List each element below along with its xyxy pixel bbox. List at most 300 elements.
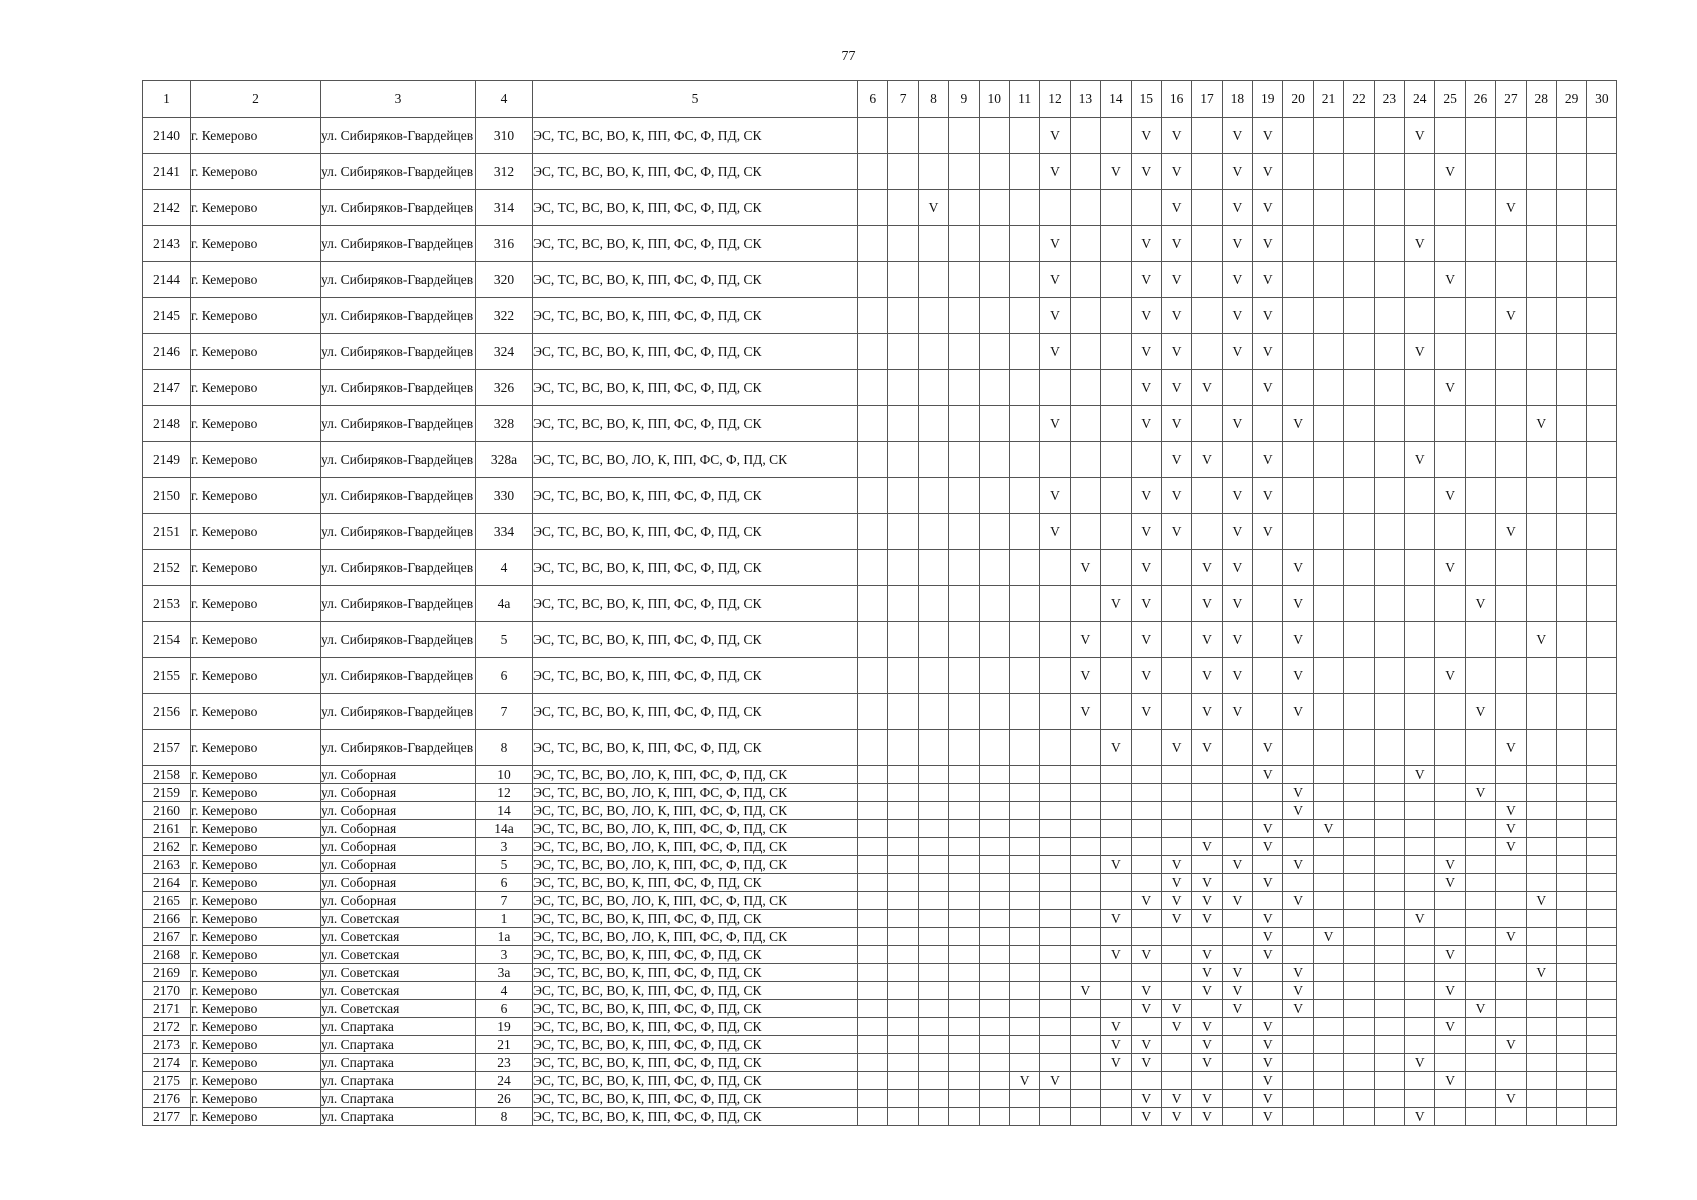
- empty-cell: [1009, 478, 1039, 514]
- street-cell: ул. Сибиряков-Гвардейцев: [321, 334, 476, 370]
- city-cell: г. Кемерово: [191, 622, 321, 658]
- empty-cell: [1313, 964, 1343, 982]
- codes-cell: ЭС, ТС, ВС, ВО, К, ПП, ФС, Ф, ПД, СК: [533, 946, 858, 964]
- empty-cell: [1587, 442, 1617, 478]
- empty-cell: [888, 1054, 918, 1072]
- street-cell: ул. Сибиряков-Гвардейцев: [321, 550, 476, 586]
- street-cell: ул. Сибиряков-Гвардейцев: [321, 514, 476, 550]
- check-mark-cell: V: [1496, 1090, 1526, 1108]
- empty-cell: [1009, 1000, 1039, 1018]
- row-number-cell: 2172: [143, 1018, 191, 1036]
- row-number-cell: 2142: [143, 190, 191, 226]
- city-cell: г. Кемерово: [191, 766, 321, 784]
- empty-cell: [918, 442, 948, 478]
- empty-cell: [1161, 694, 1191, 730]
- empty-cell: [1040, 784, 1070, 802]
- empty-cell: [888, 856, 918, 874]
- empty-cell: [1313, 946, 1343, 964]
- empty-cell: [979, 730, 1009, 766]
- empty-cell: [1587, 658, 1617, 694]
- street-cell: ул. Сибиряков-Гвардейцев: [321, 190, 476, 226]
- empty-cell: [1009, 586, 1039, 622]
- empty-cell: [1313, 1000, 1343, 1018]
- empty-cell: [1405, 802, 1435, 820]
- row-number-cell: 2155: [143, 658, 191, 694]
- table-row: [143, 226, 1617, 262]
- empty-cell: [1435, 838, 1465, 856]
- empty-cell: [1101, 118, 1131, 154]
- codes-cell: ЭС, ТС, ВС, ВО, ЛО, К, ПП, ФС, Ф, ПД, СК: [533, 784, 858, 802]
- column-header-15: 15: [1131, 81, 1161, 118]
- empty-cell: [1070, 334, 1100, 370]
- empty-cell: [1101, 928, 1131, 946]
- empty-cell: [1131, 910, 1161, 928]
- row-number-cell: 2151: [143, 514, 191, 550]
- check-mark-cell: V: [1161, 1090, 1191, 1108]
- empty-cell: [1374, 550, 1404, 586]
- check-mark-cell: V: [1131, 370, 1161, 406]
- check-mark-cell: V: [1496, 838, 1526, 856]
- empty-cell: [1040, 820, 1070, 838]
- codes-cell: ЭС, ТС, ВС, ВО, К, ПП, ФС, Ф, ПД, СК: [533, 190, 858, 226]
- row-number-cell: 2159: [143, 784, 191, 802]
- empty-cell: [1587, 478, 1617, 514]
- check-mark-cell: V: [1131, 1054, 1161, 1072]
- column-header-5: 5: [533, 81, 858, 118]
- city-cell: г. Кемерово: [191, 1072, 321, 1090]
- empty-cell: [979, 1036, 1009, 1054]
- empty-cell: [1374, 622, 1404, 658]
- check-mark-cell: V: [1192, 730, 1222, 766]
- street-cell: ул. Сибиряков-Гвардейцев: [321, 262, 476, 298]
- codes-cell: ЭС, ТС, ВС, ВО, К, ПП, ФС, Ф, ПД, СК: [533, 1108, 858, 1126]
- check-mark-cell: V: [1283, 406, 1313, 442]
- check-mark-cell: V: [1040, 118, 1070, 154]
- empty-cell: [1192, 856, 1222, 874]
- empty-cell: [1526, 226, 1556, 262]
- check-mark-cell: V: [1283, 856, 1313, 874]
- empty-cell: [858, 190, 888, 226]
- check-mark-cell: V: [1253, 334, 1283, 370]
- codes-cell: ЭС, ТС, ВС, ВО, ЛО, К, ПП, ФС, Ф, ПД, СК: [533, 928, 858, 946]
- check-mark-cell: V: [1222, 694, 1252, 730]
- empty-cell: [1222, 802, 1252, 820]
- empty-cell: [888, 1108, 918, 1126]
- table-row: [143, 694, 1617, 730]
- row-number-cell: 2170: [143, 982, 191, 1000]
- empty-cell: [1556, 874, 1586, 892]
- check-mark-cell: V: [1040, 478, 1070, 514]
- empty-cell: [1344, 766, 1374, 784]
- empty-cell: [1313, 586, 1343, 622]
- empty-cell: [858, 478, 888, 514]
- empty-cell: [949, 820, 979, 838]
- check-mark-cell: V: [1253, 514, 1283, 550]
- check-mark-cell: V: [1222, 550, 1252, 586]
- check-mark-cell: V: [1192, 1036, 1222, 1054]
- empty-cell: [1040, 190, 1070, 226]
- empty-cell: [1313, 982, 1343, 1000]
- house-number-cell: 26: [476, 1090, 533, 1108]
- empty-cell: [1070, 1072, 1100, 1090]
- empty-cell: [1131, 964, 1161, 982]
- empty-cell: [1587, 874, 1617, 892]
- empty-cell: [1009, 118, 1039, 154]
- house-number-cell: 7: [476, 892, 533, 910]
- empty-cell: [1496, 766, 1526, 784]
- codes-cell: ЭС, ТС, ВС, ВО, К, ПП, ФС, Ф, ПД, СК: [533, 226, 858, 262]
- empty-cell: [1374, 964, 1404, 982]
- street-cell: ул. Советская: [321, 928, 476, 946]
- empty-cell: [1070, 586, 1100, 622]
- city-cell: г. Кемерово: [191, 334, 321, 370]
- empty-cell: [1496, 694, 1526, 730]
- empty-cell: [1344, 334, 1374, 370]
- house-number-cell: 1: [476, 910, 533, 928]
- empty-cell: [1009, 190, 1039, 226]
- empty-cell: [1374, 802, 1404, 820]
- empty-cell: [1344, 658, 1374, 694]
- empty-cell: [1526, 910, 1556, 928]
- empty-cell: [1283, 1036, 1313, 1054]
- empty-cell: [1070, 118, 1100, 154]
- check-mark-cell: V: [1435, 370, 1465, 406]
- check-mark-cell: V: [1161, 154, 1191, 190]
- check-mark-cell: V: [1222, 514, 1252, 550]
- city-cell: г. Кемерово: [191, 658, 321, 694]
- empty-cell: [1465, 928, 1495, 946]
- empty-cell: [1313, 1018, 1343, 1036]
- empty-cell: [1070, 1090, 1100, 1108]
- empty-cell: [1405, 694, 1435, 730]
- empty-cell: [918, 856, 948, 874]
- check-mark-cell: V: [1283, 586, 1313, 622]
- empty-cell: [1101, 622, 1131, 658]
- empty-cell: [1070, 820, 1100, 838]
- empty-cell: [1101, 802, 1131, 820]
- empty-cell: [1496, 118, 1526, 154]
- empty-cell: [979, 766, 1009, 784]
- empty-cell: [1101, 190, 1131, 226]
- empty-cell: [888, 694, 918, 730]
- column-header-14: 14: [1101, 81, 1131, 118]
- empty-cell: [1587, 550, 1617, 586]
- empty-cell: [1526, 514, 1556, 550]
- empty-cell: [858, 802, 888, 820]
- empty-cell: [1587, 856, 1617, 874]
- check-mark-cell: V: [1253, 118, 1283, 154]
- check-mark-cell: V: [1222, 262, 1252, 298]
- street-cell: ул. Советская: [321, 1000, 476, 1018]
- check-mark-cell: V: [1253, 910, 1283, 928]
- empty-cell: [1101, 262, 1131, 298]
- table-row: [143, 118, 1617, 154]
- empty-cell: [1344, 1072, 1374, 1090]
- city-cell: г. Кемерово: [191, 370, 321, 406]
- empty-cell: [1465, 964, 1495, 982]
- empty-cell: [858, 1108, 888, 1126]
- table-row: [143, 946, 1617, 964]
- check-mark-cell: V: [1283, 622, 1313, 658]
- empty-cell: [858, 784, 888, 802]
- empty-cell: [1556, 622, 1586, 658]
- empty-cell: [1556, 1000, 1586, 1018]
- empty-cell: [949, 442, 979, 478]
- check-mark-cell: V: [1070, 622, 1100, 658]
- empty-cell: [1009, 784, 1039, 802]
- empty-cell: [1192, 478, 1222, 514]
- check-mark-cell: V: [1253, 442, 1283, 478]
- empty-cell: [918, 1090, 948, 1108]
- check-mark-cell: V: [1222, 298, 1252, 334]
- check-mark-cell: V: [1161, 856, 1191, 874]
- street-cell: ул. Сибиряков-Гвардейцев: [321, 154, 476, 190]
- check-mark-cell: V: [1131, 334, 1161, 370]
- empty-cell: [1435, 766, 1465, 784]
- empty-cell: [1070, 766, 1100, 784]
- codes-cell: ЭС, ТС, ВС, ВО, К, ПП, ФС, Ф, ПД, СК: [533, 982, 858, 1000]
- table-row: [143, 514, 1617, 550]
- check-mark-cell: V: [1496, 514, 1526, 550]
- street-cell: ул. Сибиряков-Гвардейцев: [321, 226, 476, 262]
- empty-cell: [1374, 1036, 1404, 1054]
- table-row: [143, 622, 1617, 658]
- empty-cell: [1374, 820, 1404, 838]
- empty-cell: [918, 226, 948, 262]
- row-number-cell: 2143: [143, 226, 191, 262]
- empty-cell: [918, 928, 948, 946]
- codes-cell: ЭС, ТС, ВС, ВО, К, ПП, ФС, Ф, ПД, СК: [533, 586, 858, 622]
- table-row: [143, 406, 1617, 442]
- empty-cell: [979, 226, 1009, 262]
- empty-cell: [1161, 802, 1191, 820]
- empty-cell: [1556, 334, 1586, 370]
- check-mark-cell: V: [1253, 874, 1283, 892]
- empty-cell: [1313, 1108, 1343, 1126]
- empty-cell: [1313, 226, 1343, 262]
- check-mark-cell: V: [1131, 406, 1161, 442]
- empty-cell: [1374, 1108, 1404, 1126]
- empty-cell: [1556, 262, 1586, 298]
- city-cell: г. Кемерово: [191, 910, 321, 928]
- empty-cell: [1222, 928, 1252, 946]
- table-row: [143, 1090, 1617, 1108]
- empty-cell: [1405, 820, 1435, 838]
- empty-cell: [1040, 1108, 1070, 1126]
- table-row: [143, 982, 1617, 1000]
- empty-cell: [1070, 856, 1100, 874]
- codes-cell: ЭС, ТС, ВС, ВО, ЛО, К, ПП, ФС, Ф, ПД, СК: [533, 892, 858, 910]
- check-mark-cell: V: [1192, 1108, 1222, 1126]
- check-mark-cell: V: [1192, 694, 1222, 730]
- empty-cell: [949, 1108, 979, 1126]
- empty-cell: [1313, 784, 1343, 802]
- empty-cell: [1192, 514, 1222, 550]
- empty-cell: [1070, 1108, 1100, 1126]
- empty-cell: [1040, 856, 1070, 874]
- empty-cell: [979, 658, 1009, 694]
- empty-cell: [1374, 658, 1404, 694]
- empty-cell: [1556, 586, 1586, 622]
- empty-cell: [979, 802, 1009, 820]
- street-cell: ул. Соборная: [321, 892, 476, 910]
- column-header-26: 26: [1465, 81, 1495, 118]
- empty-cell: [1009, 820, 1039, 838]
- empty-cell: [1374, 784, 1404, 802]
- city-cell: г. Кемерово: [191, 928, 321, 946]
- check-mark-cell: V: [1465, 586, 1495, 622]
- empty-cell: [1070, 1036, 1100, 1054]
- empty-cell: [1283, 730, 1313, 766]
- empty-cell: [1344, 1108, 1374, 1126]
- house-number-cell: 4: [476, 982, 533, 1000]
- empty-cell: [1556, 766, 1586, 784]
- empty-cell: [888, 550, 918, 586]
- empty-cell: [1344, 1000, 1374, 1018]
- empty-cell: [1587, 586, 1617, 622]
- empty-cell: [1070, 1000, 1100, 1018]
- empty-cell: [858, 892, 888, 910]
- empty-cell: [949, 1036, 979, 1054]
- empty-cell: [1587, 802, 1617, 820]
- empty-cell: [1556, 892, 1586, 910]
- empty-cell: [1587, 946, 1617, 964]
- house-number-cell: 328а: [476, 442, 533, 478]
- check-mark-cell: V: [1009, 1072, 1039, 1090]
- empty-cell: [918, 694, 948, 730]
- empty-cell: [1131, 1072, 1161, 1090]
- empty-cell: [1587, 154, 1617, 190]
- check-mark-cell: V: [1101, 1054, 1131, 1072]
- empty-cell: [949, 892, 979, 910]
- street-cell: ул. Советская: [321, 964, 476, 982]
- empty-cell: [918, 406, 948, 442]
- empty-cell: [1587, 334, 1617, 370]
- street-cell: ул. Сибиряков-Гвардейцев: [321, 118, 476, 154]
- empty-cell: [1222, 874, 1252, 892]
- check-mark-cell: V: [1253, 1108, 1283, 1126]
- empty-cell: [888, 730, 918, 766]
- empty-cell: [858, 982, 888, 1000]
- empty-cell: [888, 118, 918, 154]
- empty-cell: [979, 1054, 1009, 1072]
- check-mark-cell: V: [1253, 1072, 1283, 1090]
- empty-cell: [949, 946, 979, 964]
- check-mark-cell: V: [1040, 226, 1070, 262]
- empty-cell: [1131, 874, 1161, 892]
- column-header-18: 18: [1222, 81, 1252, 118]
- empty-cell: [858, 154, 888, 190]
- empty-cell: [1496, 1072, 1526, 1090]
- empty-cell: [1283, 154, 1313, 190]
- codes-cell: ЭС, ТС, ВС, ВО, К, ПП, ФС, Ф, ПД, СК: [533, 730, 858, 766]
- check-mark-cell: V: [1222, 982, 1252, 1000]
- empty-cell: [1192, 298, 1222, 334]
- empty-cell: [1253, 802, 1283, 820]
- empty-cell: [1222, 1018, 1252, 1036]
- empty-cell: [1344, 514, 1374, 550]
- empty-cell: [1344, 838, 1374, 856]
- empty-cell: [1526, 586, 1556, 622]
- empty-cell: [1465, 874, 1495, 892]
- street-cell: ул. Спартака: [321, 1108, 476, 1126]
- empty-cell: [918, 154, 948, 190]
- city-cell: г. Кемерово: [191, 964, 321, 982]
- empty-cell: [1161, 964, 1191, 982]
- empty-cell: [1344, 694, 1374, 730]
- empty-cell: [1040, 586, 1070, 622]
- empty-cell: [979, 1108, 1009, 1126]
- check-mark-cell: V: [1405, 334, 1435, 370]
- check-mark-cell: V: [1192, 1090, 1222, 1108]
- empty-cell: [979, 406, 1009, 442]
- empty-cell: [858, 586, 888, 622]
- empty-cell: [949, 1072, 979, 1090]
- empty-cell: [979, 1018, 1009, 1036]
- empty-cell: [1496, 622, 1526, 658]
- empty-cell: [1283, 1072, 1313, 1090]
- empty-cell: [979, 820, 1009, 838]
- table-row: [143, 190, 1617, 226]
- check-mark-cell: V: [1161, 262, 1191, 298]
- empty-cell: [1556, 928, 1586, 946]
- empty-cell: [1526, 154, 1556, 190]
- empty-cell: [858, 334, 888, 370]
- street-cell: ул. Сибиряков-Гвардейцев: [321, 586, 476, 622]
- empty-cell: [1040, 838, 1070, 856]
- empty-cell: [1313, 118, 1343, 154]
- empty-cell: [949, 730, 979, 766]
- city-cell: г. Кемерово: [191, 946, 321, 964]
- city-cell: г. Кемерово: [191, 874, 321, 892]
- row-number-cell: 2164: [143, 874, 191, 892]
- empty-cell: [1526, 190, 1556, 226]
- empty-cell: [1496, 946, 1526, 964]
- codes-cell: ЭС, ТС, ВС, ВО, К, ПП, ФС, Ф, ПД, СК: [533, 658, 858, 694]
- check-mark-cell: V: [1070, 694, 1100, 730]
- empty-cell: [918, 1000, 948, 1018]
- row-number-cell: 2168: [143, 946, 191, 964]
- empty-cell: [979, 1072, 1009, 1090]
- check-mark-cell: V: [1101, 730, 1131, 766]
- empty-cell: [1405, 514, 1435, 550]
- empty-cell: [1009, 514, 1039, 550]
- empty-cell: [1465, 190, 1495, 226]
- check-mark-cell: V: [1465, 784, 1495, 802]
- house-number-cell: 3: [476, 838, 533, 856]
- city-cell: г. Кемерово: [191, 586, 321, 622]
- check-mark-cell: V: [1040, 1072, 1070, 1090]
- check-mark-cell: V: [1131, 118, 1161, 154]
- empty-cell: [1526, 766, 1556, 784]
- empty-cell: [1222, 838, 1252, 856]
- check-mark-cell: V: [1040, 154, 1070, 190]
- empty-cell: [1344, 820, 1374, 838]
- empty-cell: [1526, 478, 1556, 514]
- empty-cell: [1405, 1036, 1435, 1054]
- empty-cell: [979, 334, 1009, 370]
- empty-cell: [1465, 910, 1495, 928]
- table-row: [143, 1072, 1617, 1090]
- empty-cell: [1435, 586, 1465, 622]
- empty-cell: [1101, 406, 1131, 442]
- codes-cell: ЭС, ТС, ВС, ВО, К, ПП, ФС, Ф, ПД, СК: [533, 874, 858, 892]
- empty-cell: [1283, 766, 1313, 784]
- empty-cell: [1070, 154, 1100, 190]
- check-mark-cell: V: [1253, 226, 1283, 262]
- check-mark-cell: V: [1101, 1036, 1131, 1054]
- row-number-cell: 2154: [143, 622, 191, 658]
